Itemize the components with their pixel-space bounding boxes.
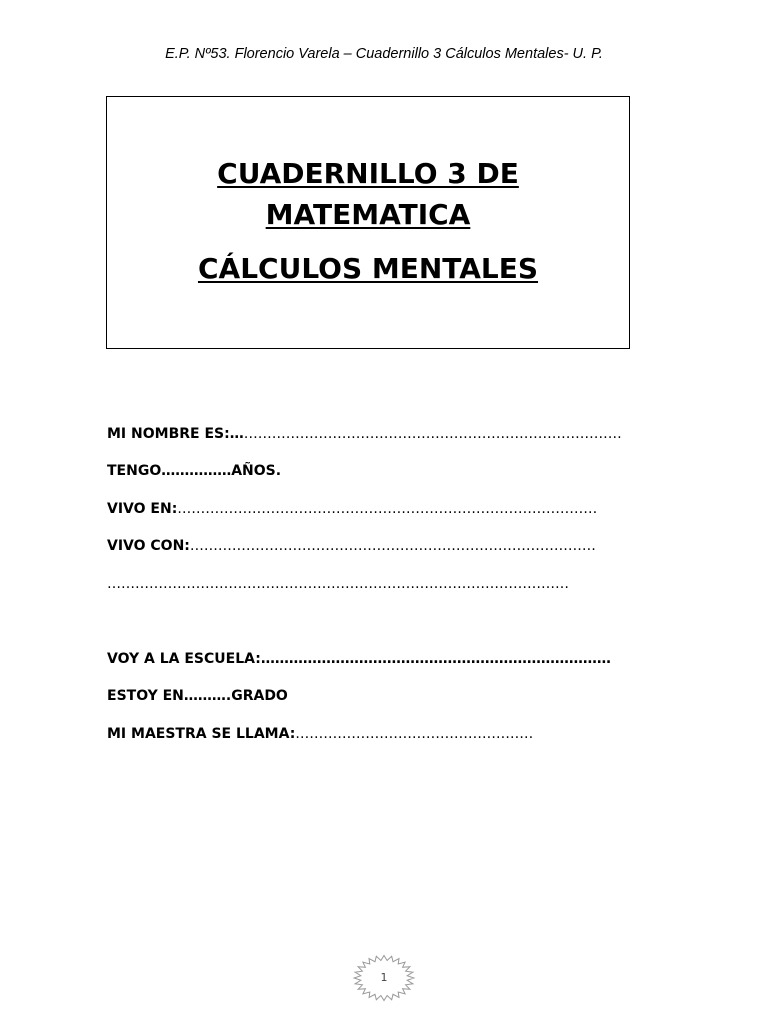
nombre-label: MI NOMBRE ES:… [107,426,244,442]
vivo-en-dots: ……………………………………………………………………………… [177,501,598,517]
form-line-vivo-en [107,500,597,518]
extra-dots: ……………………………………………………………………………………… [107,576,569,592]
form-line-escuela [107,650,611,668]
vivo-en-label: VIVO EN: [107,501,178,517]
grado-label: ESTOY EN……….GRADO [107,688,288,704]
form-line-tengo [107,462,281,480]
form-line-grado [107,687,288,705]
title-box [106,96,630,349]
title-line-3: CÁLCULOS MENTALES [197,252,539,285]
form-line-maestra [107,725,533,743]
maestra-dots: …………………………………………… [295,726,534,742]
form-line-nombre [107,425,622,443]
page-header: E.P. Nº53. Florencio Varela – Cuadernillo 3 Cálculos Mentales- U. P. [165,46,603,62]
form-line-vivo-con [107,537,596,555]
title-line-2: MATEMATICA [265,198,471,231]
escuela-dots: ………………………………………………………………… [260,651,611,667]
vivo-con-dots: …………………………………………………………………………… [189,538,596,554]
form-line-extra [107,575,569,593]
vivo-con-label: VIVO CON: [107,538,190,554]
maestra-label: MI MAESTRA SE LLAMA: [107,726,296,742]
tengo-label: TENGO……………AÑOS. [107,463,282,479]
escuela-label: VOY A LA ESCUELA: [107,651,261,667]
page-number: 1 [380,971,388,984]
nombre-dots: ……………………………………………………………………… [243,426,622,442]
title-line-1: CUADERNILLO 3 DE [217,157,519,190]
